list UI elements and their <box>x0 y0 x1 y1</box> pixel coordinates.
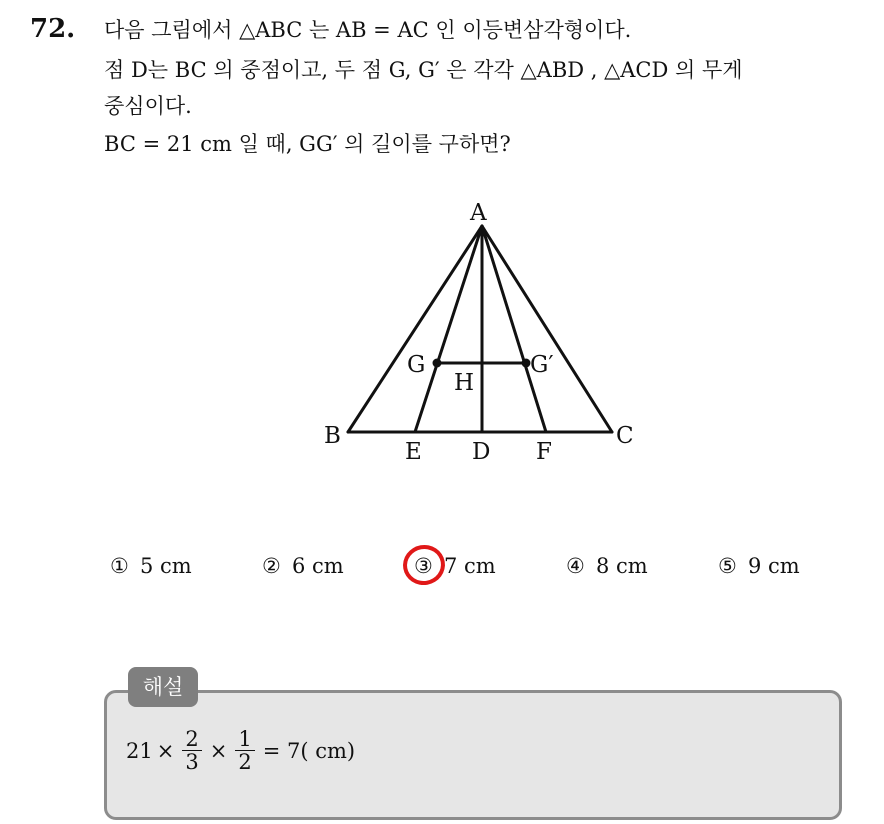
question-number: 72. <box>30 14 76 44</box>
label-g: G <box>407 352 426 378</box>
label-g-prime: G′ <box>530 352 554 378</box>
choice-5[interactable] <box>718 554 800 578</box>
solution-term-a: 21 <box>126 738 153 763</box>
choice-1-number: ① <box>110 554 129 578</box>
question-line-4-text: BC = 21 cm 일 때, GG′ 의 길이를 구하면? <box>104 132 511 156</box>
label-b: B <box>324 423 341 449</box>
choice-4-number: ④ <box>566 554 585 578</box>
choice-2[interactable] <box>262 554 344 578</box>
fraction-2-numerator: 1 <box>235 728 254 751</box>
choice-2-text: 6 cm <box>292 554 344 578</box>
solution-times-1: × <box>156 738 175 763</box>
fraction-2-denominator: 2 <box>238 750 252 774</box>
choice-1[interactable] <box>110 554 192 578</box>
fraction-1-numerator: 2 <box>182 728 201 751</box>
choice-4[interactable] <box>566 554 648 578</box>
question-line-2-text: 점 D는 BC 의 중점이고, 두 점 G, G′ 은 각각 △ABD , △ACD 의 무게 <box>104 58 743 82</box>
solution-fraction-2 <box>235 728 254 773</box>
solution-result: = 7( cm) <box>262 738 356 763</box>
choice-1-text: 5 cm <box>140 554 192 578</box>
line-af <box>482 226 546 432</box>
solution-times-2: × <box>209 738 228 763</box>
label-a: A <box>470 200 487 226</box>
label-e: E <box>405 439 422 465</box>
label-d: D <box>472 439 491 465</box>
label-f: F <box>536 439 552 465</box>
point-g <box>433 359 442 368</box>
choice-3-text: 7 cm <box>444 554 496 578</box>
choice-5-text: 9 cm <box>748 554 800 578</box>
solution-label: 해설 <box>128 667 198 707</box>
line-ae <box>415 226 482 432</box>
question-line-3-text: 중심이다. <box>104 94 192 118</box>
side-ab <box>348 226 482 432</box>
choice-5-number: ⑤ <box>718 554 737 578</box>
choice-3-number: ③ <box>414 554 433 578</box>
choice-4-text: 8 cm <box>596 554 648 578</box>
fraction-1-denominator: 3 <box>185 750 199 774</box>
label-c: C <box>616 423 634 449</box>
label-h: H <box>454 370 475 396</box>
question-line-1-text: 다음 그림에서 △ABC 는 AB = AC 인 이등변삼각형이다. <box>104 18 632 42</box>
solution-fraction-1 <box>182 728 201 773</box>
choice-2-number: ② <box>262 554 281 578</box>
solution-expression <box>126 728 359 773</box>
side-ac <box>482 226 612 432</box>
